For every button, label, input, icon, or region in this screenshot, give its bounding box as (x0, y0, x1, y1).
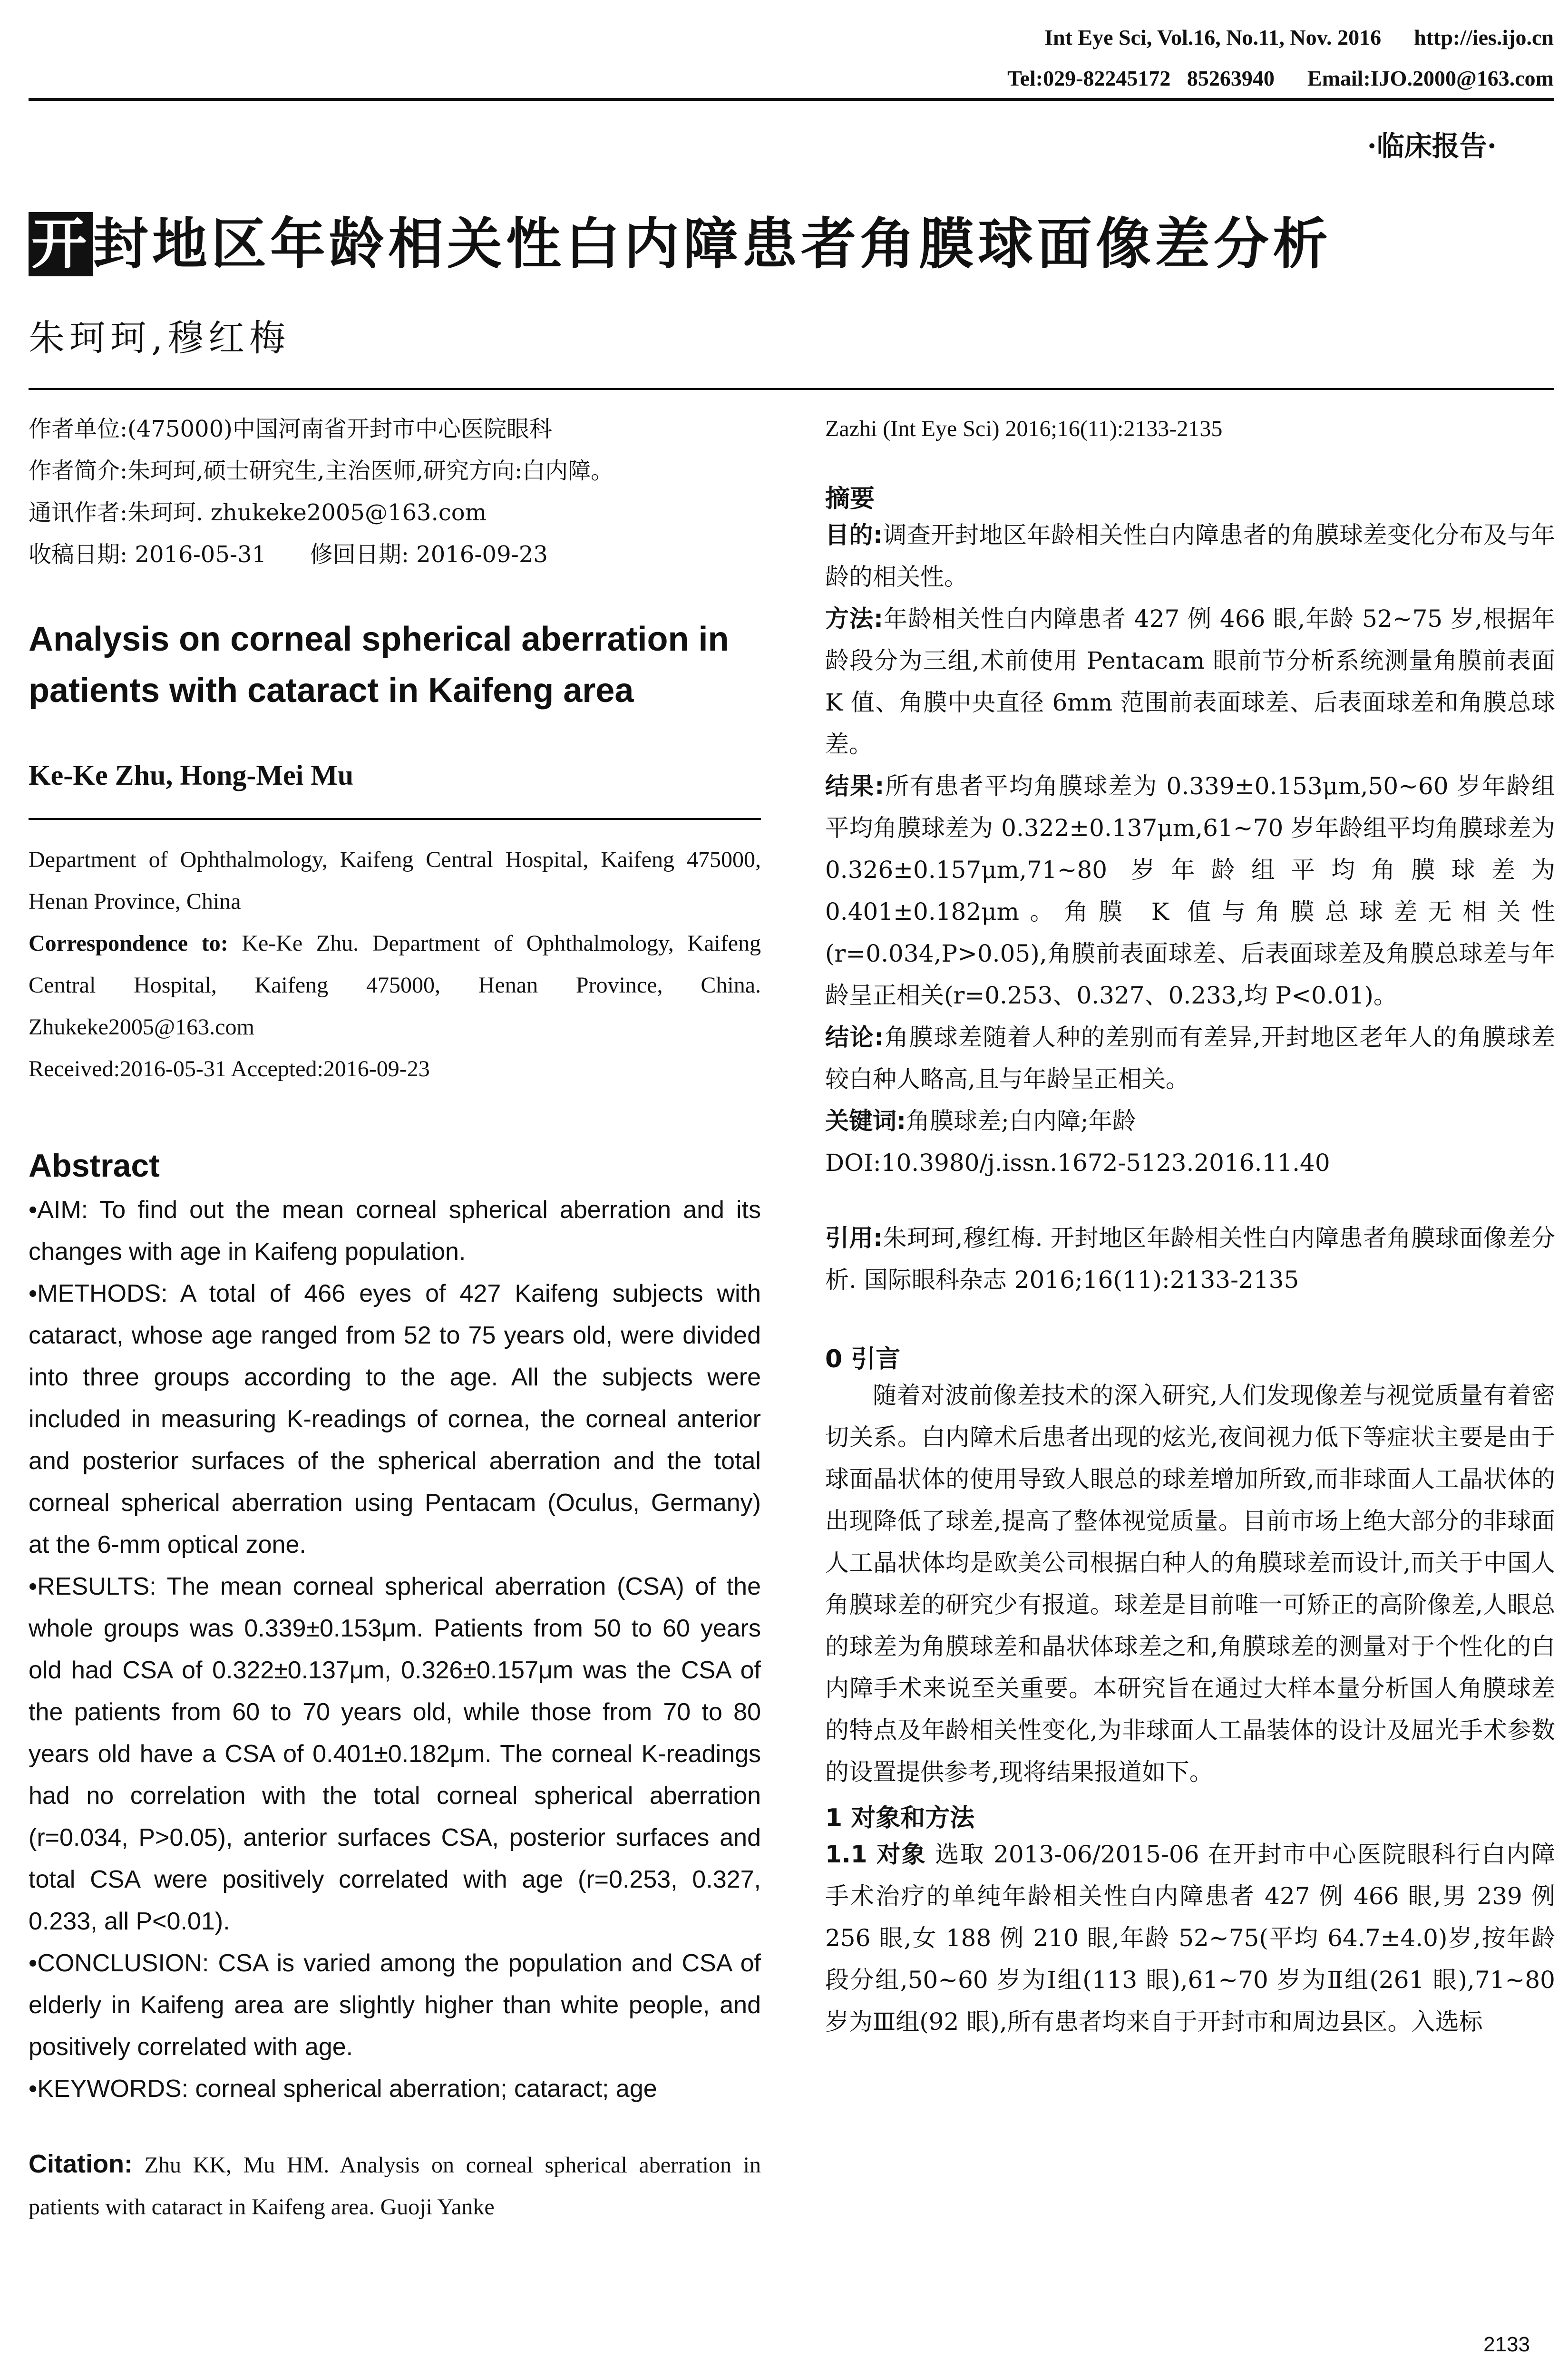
abstract-keywords-en: •KEYWORDS: corneal spherical aberration; cataract; age (29, 2075, 657, 2103)
article-title (29, 200, 1332, 279)
aim-text-zh: 调查开封地区年龄相关性白内障患者的角膜球差变化分布及与年龄的相关性。 (825, 521, 1555, 591)
abstract-body-en (29, 1189, 761, 2110)
cite-label-zh: 引用: (825, 1224, 883, 1252)
page-number: 2133 (1483, 2333, 1530, 2356)
author-info-bio: 作者简介:朱珂珂,硕士研究生,主治医师,研究方向:白内障。 (29, 458, 614, 484)
english-authors-rule (29, 818, 761, 820)
citation-en (29, 2143, 761, 2228)
subjects-body (825, 1833, 1555, 2043)
methods-label-zh: 方法: (825, 605, 883, 633)
keywords-text-zh: 角膜球差;白内障;年龄 (906, 1107, 1136, 1135)
citation-text: Zhu KK, Mu HM. Analysis on corneal spherical aberration in patients with cataract in Kaifeng area. Guoji Yanke (29, 2153, 761, 2220)
correspondence-label: Correspondence to: (29, 931, 228, 956)
correspondence-text: Ke-Ke Zhu. Department of Ophthalmology, Kaifeng Central Hospital, Kaifeng 475000, Henan Province, China. Zhukeke2005@163.com (29, 931, 761, 1040)
abstract-heading-zh: 摘要 (825, 485, 875, 513)
left-column (29, 408, 761, 2228)
author-info-unit: 作者单位:(475000)中国河南省开封市中心医院眼科 (29, 416, 552, 442)
methods-heading: 1 对象和方法 (825, 1804, 975, 1832)
methods-text-zh: 年龄相关性白内障患者 427 例 466 眼,年龄 52~75 岁,根据年龄段分为三组,术前使用 Pentacam 眼前节分析系统测量角膜前表面 K 值、角膜中央直径 6mm 范围前表面球差、后表面球差和角膜总球差。 (825, 605, 1555, 758)
results-text-zh: 所有患者平均角膜球差为 0.339±0.153μm,50~60 岁年龄组平均角膜球差为 0.322±0.137μm,61~70 岁年龄组平均角膜球差为 0.326±0.157μm,71~80 岁年龄组平均角膜球差为 0.401±0.182μm。角膜 K 值与角膜总球差无相关性(r=0.034,P>0.05),角膜前表面球差、后表面球差及角膜总球差与年龄呈正相关(r=0.253、0.327、0.233,均 P<0.01)。 (825, 772, 1555, 1009)
citation-label: Citation: (29, 2150, 133, 2178)
subjects-text: 选取 2013-06/2015-06 在开封市中心医院眼科行白内障手术治疗的单纯年龄相关性白内障患者 427 例 466 眼,男 239 例 256 眼,女 188 例 210 眼,年龄 52~75(平均 64.7±4.0)岁,按年龄段分组,50~60 岁为Ⅰ组(113 眼),61~70 岁为Ⅱ组(261 眼),71~80 岁为Ⅲ组(92 眼),所有患者均来自于开封市和周边县区。入选标 (825, 1841, 1555, 2036)
english-affiliation: Department of Ophthalmology, Kaifeng Central Hospital, Kaifeng 475000, Henan Province, China (29, 847, 761, 914)
conclusion-text-zh: 角膜球差随着人种的差别而有差异,开封地区老年人的角膜球差较白种人略高,且与年龄呈正相关。 (825, 1023, 1555, 1093)
keywords-label-zh: 关键词: (825, 1107, 906, 1135)
english-correspondence (29, 923, 761, 1048)
intro-body (825, 1374, 1555, 1793)
section-tag: ·临床报告· (1367, 130, 1497, 162)
abstract-keywords-zh (825, 1100, 1555, 1142)
abstract-heading-en: Abstract (29, 1148, 160, 1184)
abstract-body-zh (825, 514, 1555, 1184)
authors-chinese: 朱珂珂,穆红梅 (29, 317, 291, 359)
english-title: Analysis on corneal spherical aberration in patients with cataract in Kaifeng area (29, 620, 729, 710)
abstract-conclusion-en: •CONCLUSION: CSA is varied among the population and CSA of elderly in Kaifeng area are slightly higher than white people, and positively correlated with age. (29, 1949, 761, 2061)
aim-label-zh: 目的: (825, 521, 883, 549)
conclusion-label-zh: 结论: (825, 1023, 884, 1051)
abstract-methods-zh (825, 598, 1555, 765)
subjects-label: 1.1 对象 (825, 1841, 926, 1868)
english-dates: Received:2016-05-31 Accepted:2016-09-23 (29, 1056, 430, 1081)
abstract-conclusion-zh (825, 1016, 1555, 1100)
title-first-char: 开 (29, 212, 93, 276)
abstract-results-en: •RESULTS: The mean corneal spherical aberration (CSA) of the whole groups was 0.339±0.153μm. Patients from 50 to 60 years old had CSA of 0.322±0.137μm, 0.326±0.157μm was the CSA of the patients from 60 to 70 years old, while those from 70 to 80 years old have a CSA of 0.401±0.182μm. The corneal K-readings had no correlation with the total corneal spherical aberration (r=0.034, P>0.05), anterior surfaces CSA, posterior surfaces and total CSA were positively correlated with age (r=0.253, 0.327, 0.233, all P<0.01). (29, 1573, 761, 1935)
intro-heading: 0 引言 (825, 1345, 901, 1374)
header-rule (29, 98, 1554, 101)
abstract-methods-en: •METHODS: A total of 466 eyes of 427 Kaifeng subjects with cataract, whose age ranged from 52 to 75 years old, were divided into three groups according to the age. All the subjects were included in measuring K-readings of cornea, the corneal anterior and posterior surfaces of the spherical aberration and the total corneal spherical aberration using Pentacam (Oculus, Germany) at the 6-mm optical zone. (29, 1280, 761, 1559)
doi: DOI:10.3980/j.issn.1672-5123.2016.11.40 (825, 1149, 1330, 1177)
results-label-zh: 结果: (825, 772, 885, 800)
english-authors: Ke-Ke Zhu, Hong-Mei Mu (29, 760, 354, 791)
citation-zh (825, 1217, 1555, 1301)
abstract-aim-zh (825, 514, 1555, 598)
subjects-paragraph (825, 1833, 1555, 2043)
abstract-aim-en: •AIM: To find out the mean corneal spherical aberration and its changes with age in Kaifeng population. (29, 1196, 761, 1266)
title-rule (29, 388, 1554, 390)
abstract-results-zh (825, 765, 1555, 1016)
intro-paragraph: 随着对波前像差技术的深入研究,人们发现像差与视觉质量有着密切关系。白内障术后患者出现的炫光,夜间视力低下等症状主要是由于球面晶状体的使用导致人眼总的球差增加所致,而非球面人工晶状体的出现降低了球差,提高了整体视觉质量。目前市场上绝大部分的非球面人工晶状体均是欧美公司根据白种人的角膜球差而设计,而关于中国人角膜球差的研究少有报道。球差是目前唯一可矫正的高阶像差,人眼总的球差为角膜球差和晶状体球差之和,角膜球差的测量对于个性化的白内障手术来说至关重要。本研究旨在通过大样本量分析国人角膜球差的特点及年龄相关性变化,为非球面人工晶装体的设计及屈光手术参数的设置提供参考,现将结果报道如下。 (825, 1382, 1555, 1786)
journal-header-line2: Tel:029-82245172 85263940 Email:IJO.2000@163.com (1007, 66, 1554, 90)
author-info-dates: 收稿日期: 2016-05-31 修回日期: 2016-09-23 (29, 541, 548, 568)
right-column (825, 408, 1555, 2043)
title-rest: 封地区年龄相关性白内障患者角膜球面像差分析 (93, 212, 1332, 276)
journal-header-line1: Int Eye Sci, Vol.16, No.11, Nov. 2016 http://ies.ijo.cn (1044, 25, 1554, 49)
author-info-correspondence: 通讯作者:朱珂珂. zhukeke2005@163.com (29, 499, 487, 526)
cite-text-zh: 朱珂珂,穆红梅. 开封地区年龄相关性白内障患者角膜球面像差分析. 国际眼科杂志 2016;16(11):2133-2135 (825, 1224, 1555, 1294)
citation-tail: Zazhi (Int Eye Sci) 2016;16(11):2133-2135 (825, 416, 1223, 441)
